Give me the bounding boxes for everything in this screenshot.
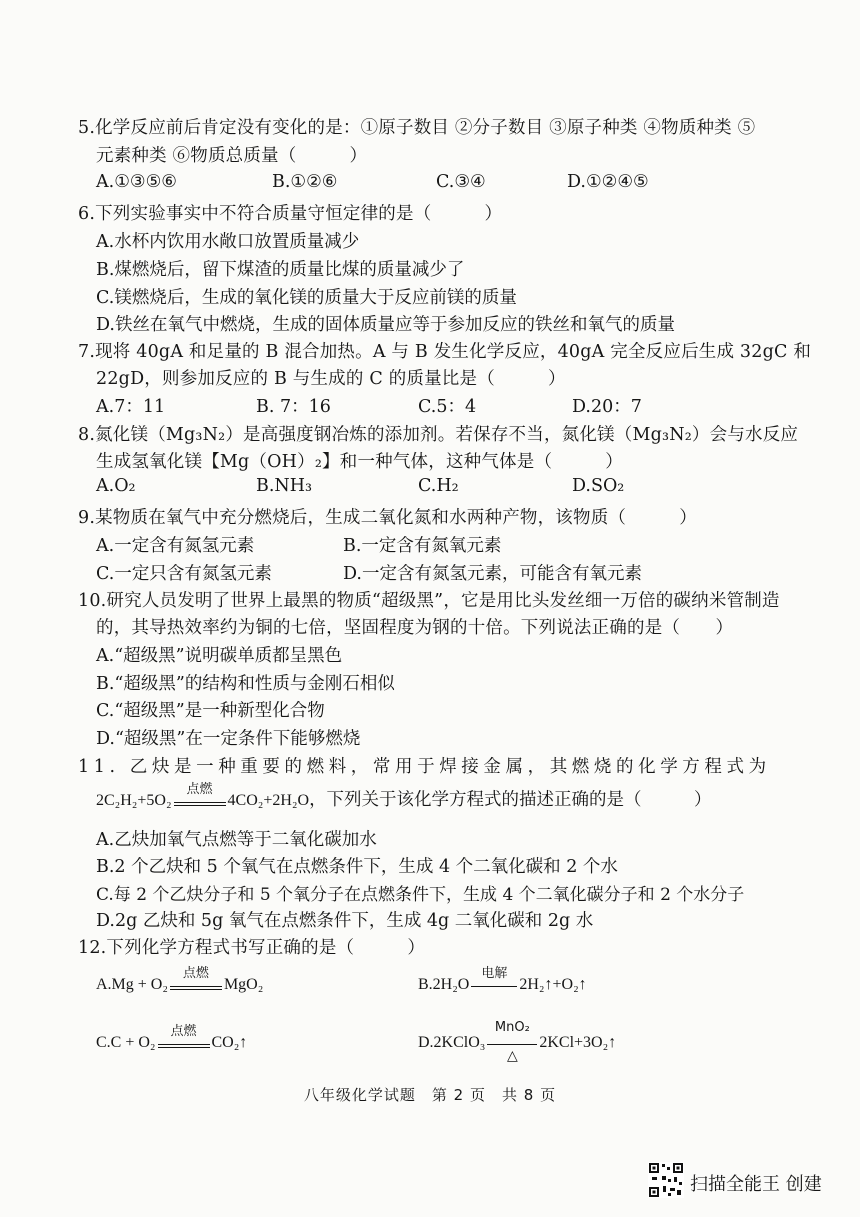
q5-option-c: C.③④ (436, 172, 486, 192)
q11-eq-condition: 点燃 (186, 782, 213, 798)
q10-stem-line1: 10.研究人员发明了世界上最黑的物质“超级黑”，它是用比头发丝细一万倍的碳纳米管制造 (78, 591, 780, 611)
q11-eq-tail: ，下列关于该化学方程式的描述正确的是（ ） (309, 790, 712, 810)
q5-stem-line1: 5.化学反应前后肯定没有变化的是：①原子数目 ②分子数目 ③原子种类 ④物质种类 ⑤ (78, 118, 756, 138)
q7-option-b: B. 7：16 (256, 397, 331, 417)
q6-stem: 6.下列实验事实中不符合质量守恒定律的是（ ） (78, 204, 503, 224)
q8-option-c: C.H₂ (418, 476, 459, 496)
q7-stem-line2: 22gD，则参加反应的 B 与生成的 C 的质量比是（ ） (96, 369, 566, 389)
q10-option-a: A.“超级黑”说明碳单质都呈黑色 (96, 646, 343, 666)
q12-option-a (96, 966, 264, 994)
q11-equation (96, 782, 712, 811)
q9-option-b: B.一定含有氮氧元素 (343, 536, 502, 556)
q8-stem-line2: 生成氢氧化镁【Mg（OH）₂】和一种气体，这种气体是（ ） (96, 452, 623, 472)
q6-option-c: C.镁燃烧后，生成的氧化镁的质量大于反应前镁的质量 (96, 288, 517, 308)
q8-option-d: D.SO₂ (572, 476, 625, 496)
reaction-arrow-icon (158, 1024, 210, 1051)
q12-a-reactants: A.Mg + O₂ (96, 976, 168, 993)
q11-option-a: A.乙炔加氧气点燃等于二氧化碳加水 (96, 830, 377, 850)
q12-c-condition: 点燃 (170, 1024, 197, 1040)
q9-option-c: C.一定只含有氮氢元素 (96, 564, 272, 584)
q6-option-b: B.煤燃烧后，留下煤渣的质量比煤的质量减少了 (96, 260, 465, 280)
page-footer: 八年级化学试题 第 2 页 共 8 页 (303, 1086, 557, 1104)
q10-option-d: D.“超级黑”在一定条件下能够燃烧 (96, 729, 361, 749)
q11-eq-products: 4CO₂+2H₂O (227, 792, 310, 809)
reaction-arrow-icon (170, 966, 222, 993)
q12-stem: 12.下列化学方程式书写正确的是（ ） (78, 938, 426, 958)
q11-option-b: B.2 个乙炔和 5 个氧气在点燃条件下，生成 4 个二氧化碳和 2 个水 (96, 857, 618, 877)
reaction-arrow-icon (487, 1020, 537, 1065)
q10-option-b: B.“超级黑”的结构和性质与金刚石相似 (96, 674, 395, 694)
q12-a-condition: 点燃 (182, 966, 209, 982)
q7-option-d: D.20：7 (572, 397, 642, 417)
q10-stem-line2: 的，其导热效率约为铜的七倍，坚固程度为钢的十倍。下列说法正确的是（ ） (96, 618, 734, 638)
q7-stem-line1: 7.现将 40gA 和足量的 B 混合加热。A 与 B 发生化学反应，40gA 完全反应后生成 32gC 和 (78, 342, 812, 362)
q5-stem-line2: 元素种类 ⑥物质总质量（ ） (96, 146, 368, 166)
scanner-watermark: 扫描全能王 创建 (690, 1174, 822, 1195)
q5-option-b: B.①②⑥ (272, 172, 338, 192)
q12-d-reactants: D.2KClO₃ (418, 1034, 486, 1051)
q10-option-c: C.“超级黑”是一种新型化合物 (96, 701, 325, 721)
q12-b-products: 2H₂↑+O₂↑ (519, 976, 587, 993)
q5-option-d: D.①②④⑤ (567, 172, 649, 192)
q11-eq-reactants: 2C₂H₂+5O₂ (96, 792, 172, 809)
q12-d-products: 2KCl+3O₂↑ (539, 1034, 617, 1051)
q12-d-condition: MnO₂ (494, 1020, 530, 1036)
q12-option-d (418, 1020, 617, 1065)
q12-a-products: MgO₂ (223, 976, 264, 993)
reaction-arrow-icon (471, 966, 517, 993)
q8-option-a: A.O₂ (96, 476, 136, 496)
q7-option-c: C.5：4 (418, 397, 477, 417)
q5-option-a: A.①③⑤⑥ (96, 172, 177, 192)
q9-option-a: A.一定含有氮氢元素 (96, 536, 255, 556)
q12-option-b (418, 966, 587, 994)
q12-b-condition: 电解 (481, 966, 508, 982)
reaction-arrow-icon (174, 782, 226, 809)
qr-code-icon (648, 1162, 684, 1198)
q6-option-a: A.水杯内饮用水敞口放置质量减少 (96, 232, 360, 252)
q9-option-d: D.一定含有氮氢元素，可能含有氧元素 (343, 564, 642, 584)
q8-stem-line1: 8.氮化镁（Mg₃N₂）是高强度钢冶炼的添加剂。若保存不当，氮化镁（Mg₃N₂）会与水反应 (78, 425, 799, 445)
q11-stem-line1: 11. 乙炔是一种重要的燃料，常用于焊接金属，其燃烧的化学方程式为 (78, 757, 771, 777)
q12-c-reactants: C.C + O₂ (96, 1034, 156, 1051)
q6-option-d: D.铁丝在氧气中燃烧，生成的固体质量应等于参加反应的铁丝和氧气的质量 (96, 315, 675, 335)
q12-b-reactants: B.2H₂O (418, 976, 470, 993)
q12-c-products: CO₂↑ (211, 1034, 248, 1051)
q11-option-d: D.2g 乙炔和 5g 氧气在点燃条件下，生成 4g 二氧化碳和 2g 水 (96, 911, 594, 931)
q12-option-c (96, 1024, 248, 1052)
q11-option-c: C.每 2 个乙炔分子和 5 个氧分子在点燃条件下，生成 4 个二氧化碳分子和 2 个水分子 (96, 885, 745, 905)
q7-option-a: A.7：11 (96, 397, 166, 417)
heat-triangle-icon: △ (506, 1049, 518, 1065)
q8-option-b: B.NH₃ (256, 476, 313, 496)
q9-stem: 9.某物质在氧气中充分燃烧后，生成二氧化氮和水两种产物，该物质（ ） (78, 508, 697, 528)
